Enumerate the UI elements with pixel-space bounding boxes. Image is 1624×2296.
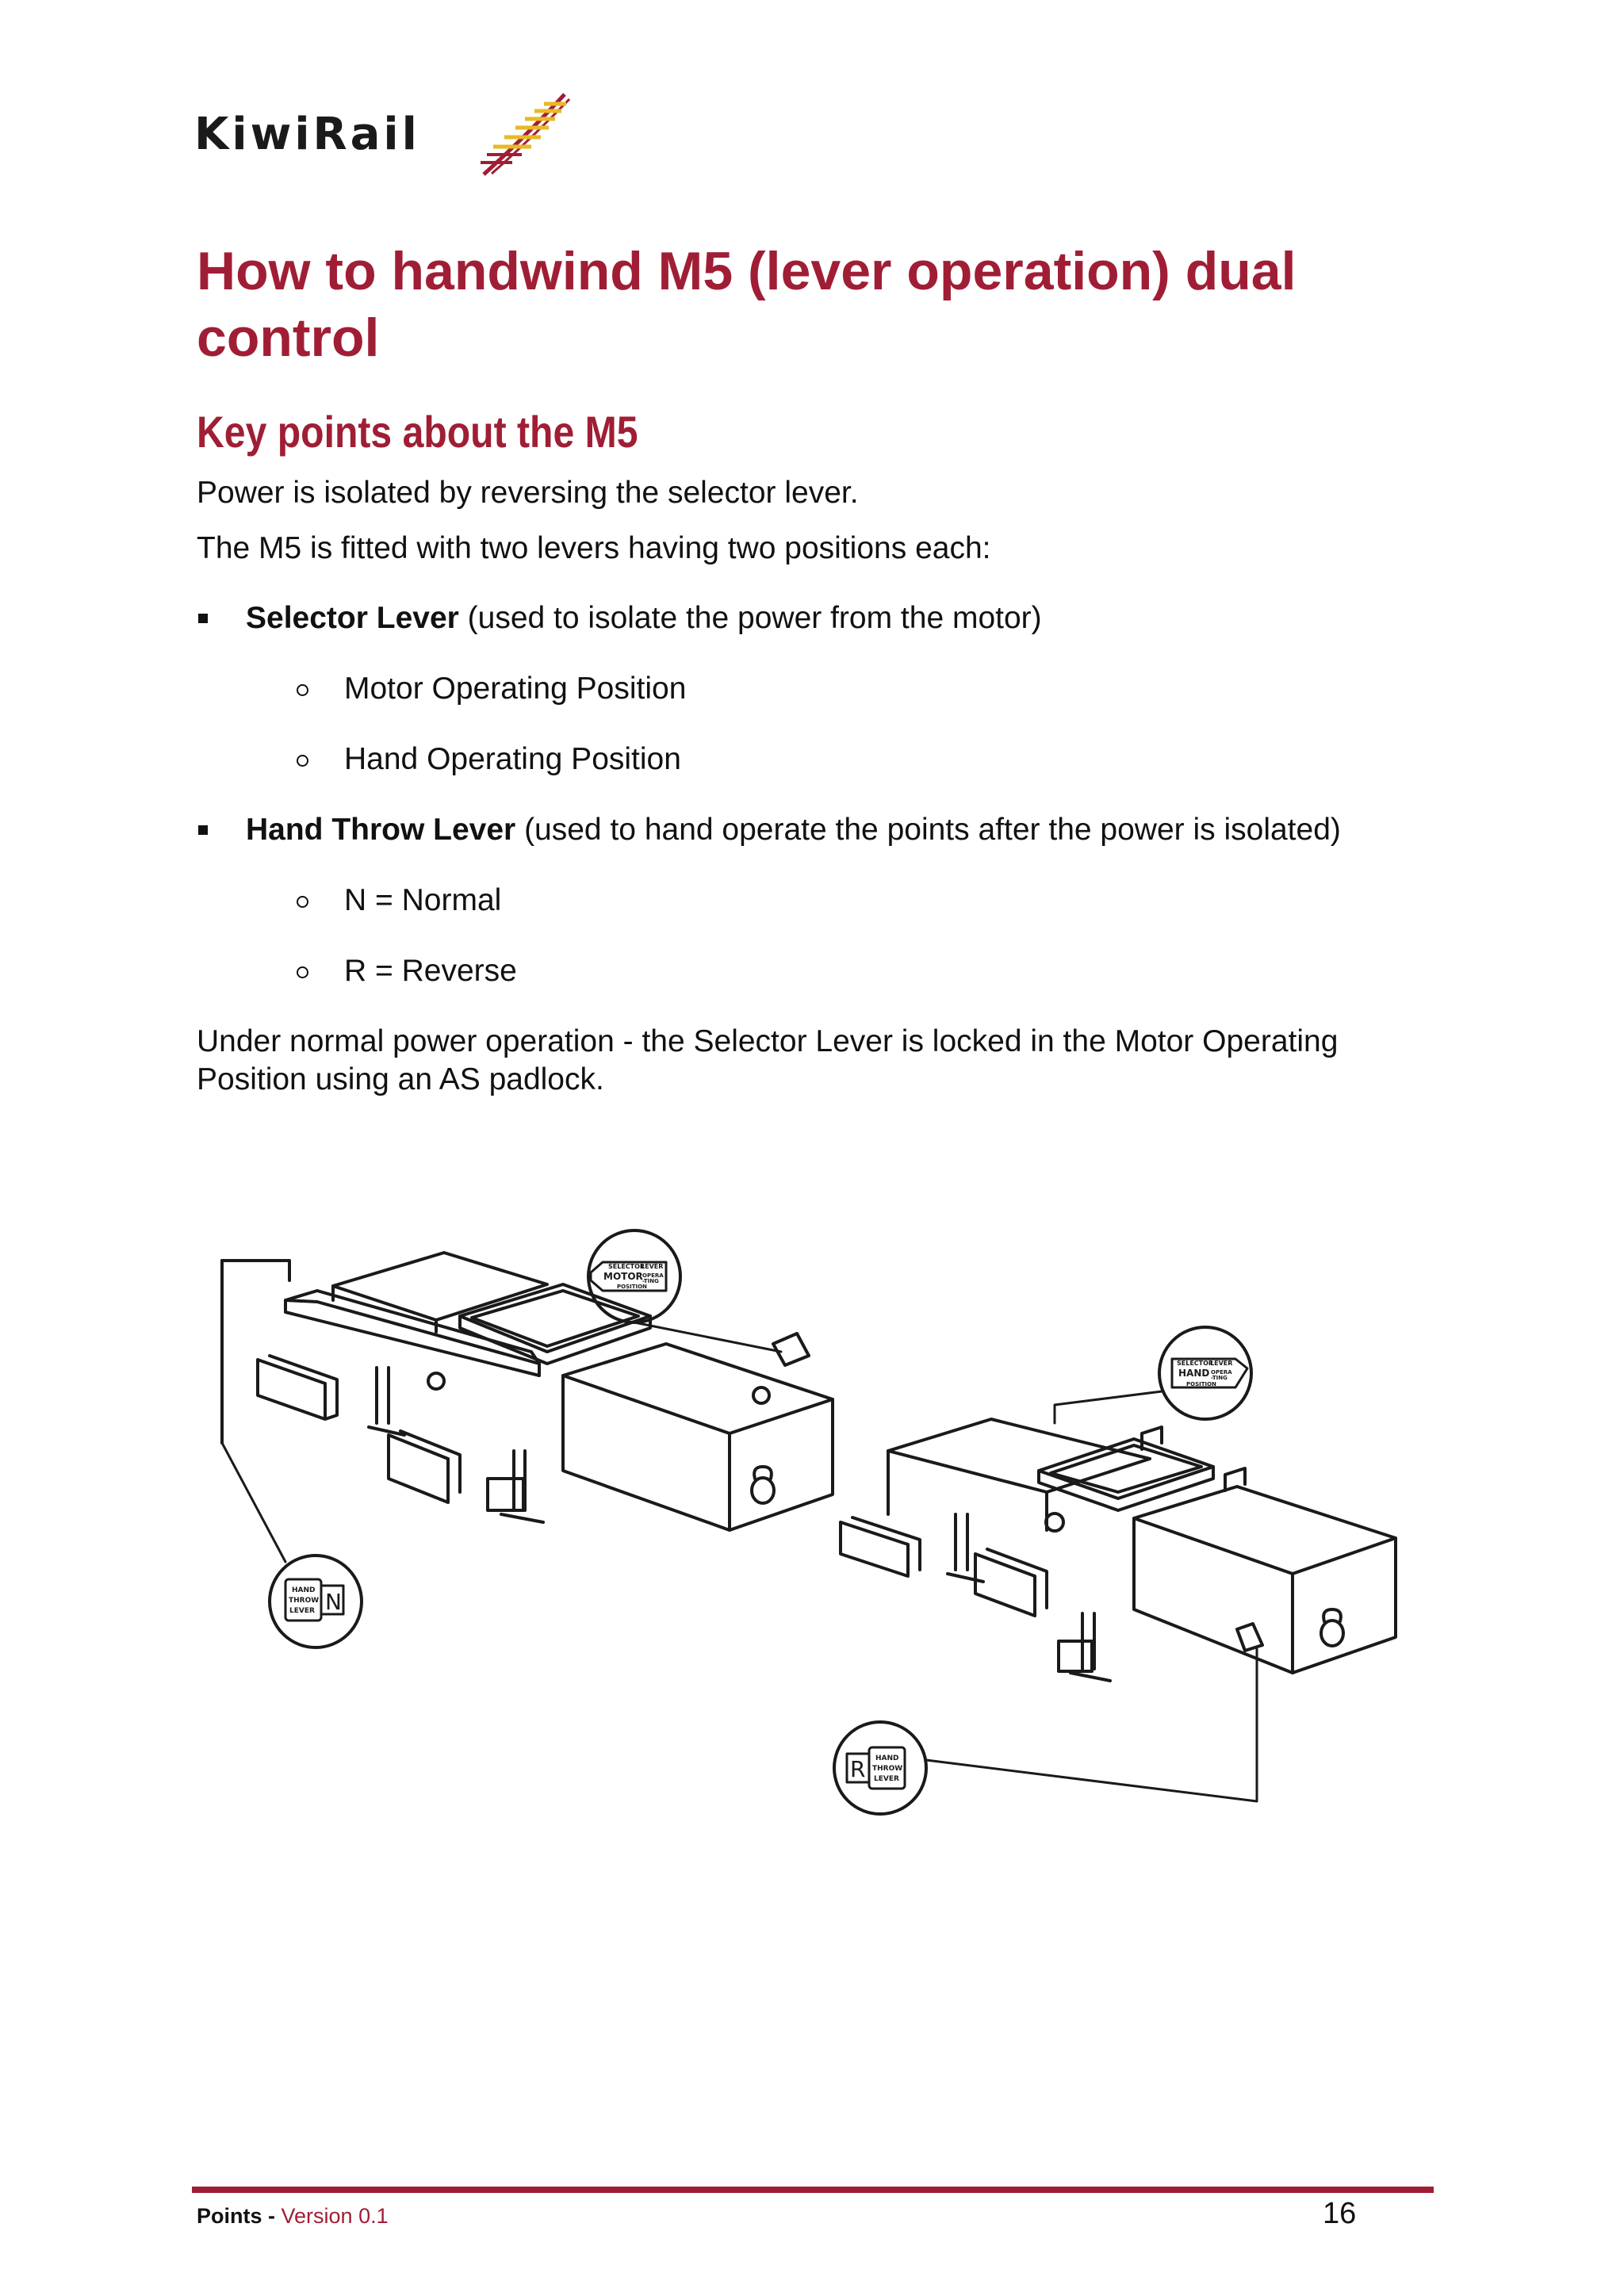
selector-lever-motor-callout	[588, 1230, 781, 1352]
circle-bullet-icon	[297, 896, 308, 908]
square-bullet-icon	[198, 614, 208, 623]
intro-paragraph-1: Power is isolated by reversing the selector lever.	[197, 476, 859, 510]
svg-text:HAND: HAND	[292, 1586, 316, 1594]
footer-divider	[192, 2187, 1434, 2193]
bullet-label: Hand Throw Lever	[246, 813, 516, 847]
page-number: 16	[1323, 2197, 1357, 2230]
svg-text:THROW: THROW	[289, 1597, 320, 1605]
right-machine-drawing	[841, 1419, 1396, 1681]
svg-text:LEVER: LEVER	[289, 1607, 315, 1615]
svg-text:HAND: HAND	[1178, 1368, 1210, 1379]
bullet-description: (used to hand operate the points after the power is isolated)	[515, 813, 1341, 847]
svg-text:OPERA: OPERA	[1211, 1369, 1232, 1376]
m5-lever-diagram	[190, 1197, 1443, 1887]
footer-doc-name: Points	[197, 2204, 262, 2228]
svg-text:R: R	[850, 1756, 866, 1782]
selector-lever-hand-callout	[1055, 1327, 1251, 1423]
svg-text:LEVER: LEVER	[874, 1775, 899, 1783]
footer-document-info: Points - Version 0.1	[197, 2204, 389, 2228]
svg-text:SELECTOR: SELECTOR	[1177, 1360, 1214, 1367]
section-heading: Key points about the M5	[197, 407, 638, 457]
hand-throw-lever-r-callout	[834, 1649, 1257, 1814]
circle-bullet-icon	[297, 684, 308, 696]
page-title: How to handwind M5 (lever operation) dual control	[197, 241, 1297, 368]
bullet-description: (used to isolate the power from the motor)	[458, 601, 1042, 635]
kiwirail-logo	[194, 91, 575, 178]
svg-text:OPERA: OPERA	[642, 1272, 664, 1279]
svg-text:LEVER: LEVER	[1210, 1360, 1233, 1367]
svg-text:MOTOR: MOTOR	[603, 1271, 643, 1282]
svg-text:N: N	[325, 1589, 342, 1615]
footer-version: Version 0.1	[281, 2204, 389, 2228]
bullet-label: Selector Lever	[246, 601, 459, 635]
circle-bullet-icon	[297, 755, 308, 767]
circle-bullet-icon	[297, 966, 308, 978]
logo-rail-swoosh-icon	[476, 91, 571, 178]
svg-text:-TING: -TING	[1211, 1375, 1228, 1381]
svg-text:POSITION: POSITION	[1186, 1381, 1216, 1387]
svg-text:-TING: -TING	[642, 1278, 659, 1284]
svg-text:POSITION: POSITION	[617, 1284, 647, 1290]
svg-text:HAND: HAND	[875, 1755, 899, 1762]
svg-text:THROW: THROW	[872, 1765, 903, 1773]
svg-text:SELECTOR: SELECTOR	[608, 1263, 645, 1270]
hand-throw-lever-n-callout	[222, 1443, 362, 1647]
intro-paragraph-2: The M5 is fitted with two levers having two positions each:	[197, 531, 991, 565]
square-bullet-icon	[198, 825, 208, 835]
svg-text:LEVER: LEVER	[641, 1263, 664, 1270]
left-machine-drawing	[222, 1253, 833, 1530]
closing-paragraph: Under normal power operation - the Selector Lever is locked in the Motor Operating Position using an AS padlock.	[197, 1024, 1339, 1096]
logo-wordmark: KiwiRail	[194, 109, 420, 160]
